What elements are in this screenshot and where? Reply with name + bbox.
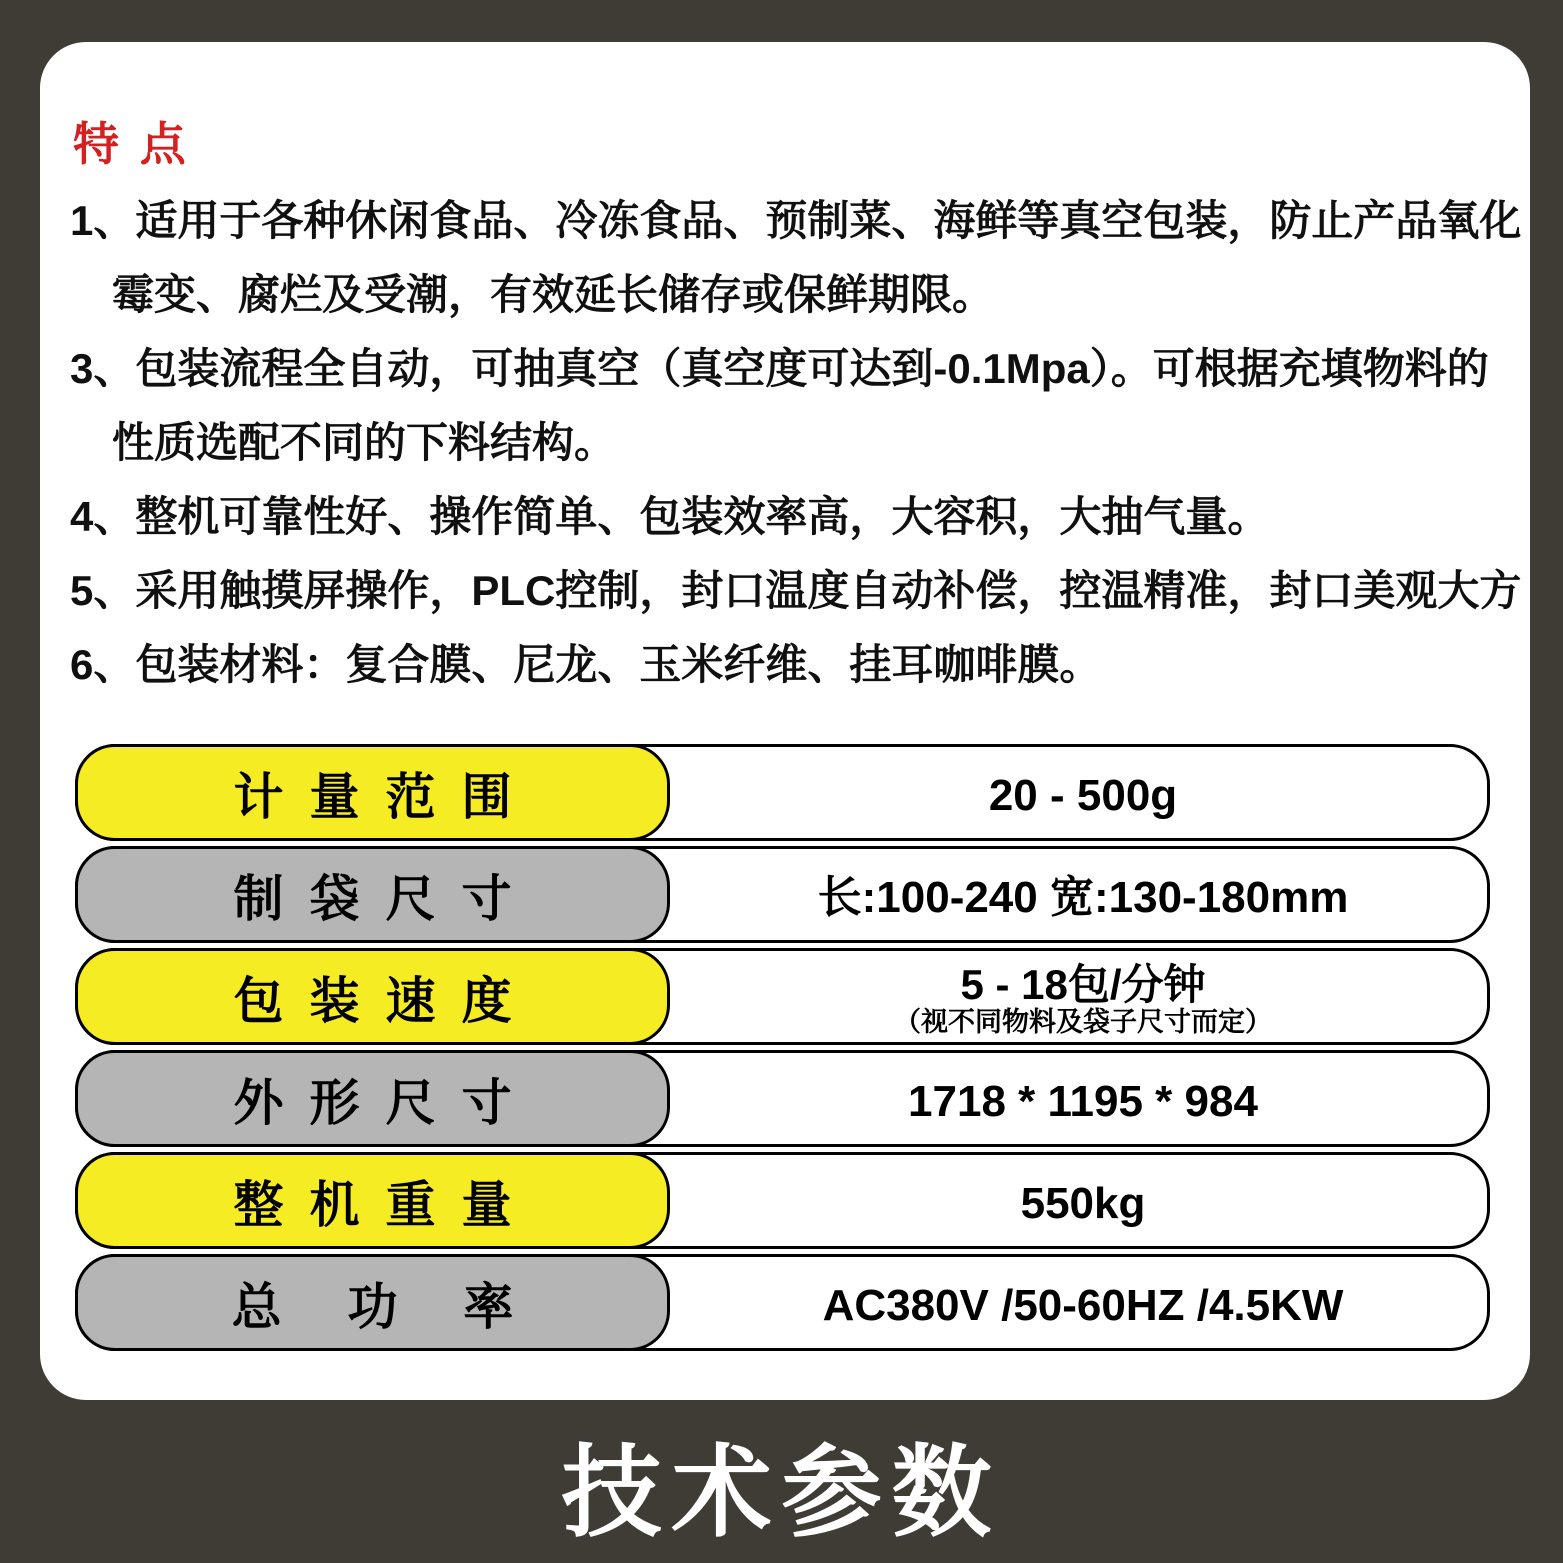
spec-label-cell: 外形尺寸 xyxy=(75,1050,670,1147)
spec-row-bag-size xyxy=(75,846,1490,943)
feature-line-3b: 性质选配不同的下料结构。 xyxy=(112,419,617,466)
spec-value xyxy=(673,1053,1493,1150)
spec-value xyxy=(673,747,1493,844)
spec-value-text: 1718 * 1195 * 984 xyxy=(908,1076,1258,1126)
spec-value-text: AC380V /50-60HZ /4.5KW xyxy=(822,1280,1344,1330)
features-heading: 特 点 xyxy=(73,118,190,170)
spec-value-note: （视不同物料及袋子尺寸而定） xyxy=(894,1006,1272,1037)
spec-value xyxy=(673,951,1493,1048)
spec-label-cell: 整机重量 xyxy=(75,1152,670,1249)
spec-value xyxy=(673,849,1493,946)
spec-row-machine-weight xyxy=(75,1152,1490,1249)
feature-line-1a: 1、适用于各种休闲食品、冷冻食品、预制菜、海鲜等真空包装，防止产品氧化 xyxy=(70,197,1522,244)
feature-line-5: 5、采用触摸屏操作，PLC控制，封口温度自动补偿，控温精准，封口美观大方 xyxy=(70,567,1522,614)
spec-value-text: 5 - 18包/分钟 xyxy=(960,960,1206,1008)
spec-value-text: 长:100-240 宽:130-180mm xyxy=(817,872,1349,922)
spec-row-dimensions xyxy=(75,1050,1490,1147)
spec-label-cell: 总 功 率 xyxy=(75,1254,670,1351)
spec-label-cell: 制袋尺寸 xyxy=(75,846,670,943)
spec-card xyxy=(40,42,1530,1400)
spec-label-cell: 计量范围 xyxy=(75,744,670,841)
spec-value xyxy=(673,1155,1493,1252)
feature-line-4: 4、整机可靠性好、操作简单、包装效率高，大容积，大抽气量。 xyxy=(70,493,1270,540)
features-list xyxy=(70,184,1520,702)
spec-row-measuring-range xyxy=(75,744,1490,841)
feature-line-3a: 3、包装流程全自动，可抽真空（真空度可达到-0.1Mpa）。可根据充填物料的 xyxy=(70,345,1489,392)
feature-line-1b: 霉变、腐烂及受潮，有效延长储存或保鲜期限。 xyxy=(112,271,995,318)
spec-value-text: 20 - 500g xyxy=(988,770,1178,820)
spec-value xyxy=(673,1257,1493,1354)
spec-value-text: 550kg xyxy=(1020,1178,1146,1228)
spec-row-total-power xyxy=(75,1254,1490,1351)
page-title: 技术参数 xyxy=(561,1437,1002,1549)
spec-label-cell: 包装速度 xyxy=(75,948,670,1045)
spec-row-packing-speed xyxy=(75,948,1490,1045)
feature-line-6: 6、包装材料：复合膜、尼龙、玉米纤维、挂耳咖啡膜。 xyxy=(70,641,1102,688)
spec-table xyxy=(75,744,1490,1356)
